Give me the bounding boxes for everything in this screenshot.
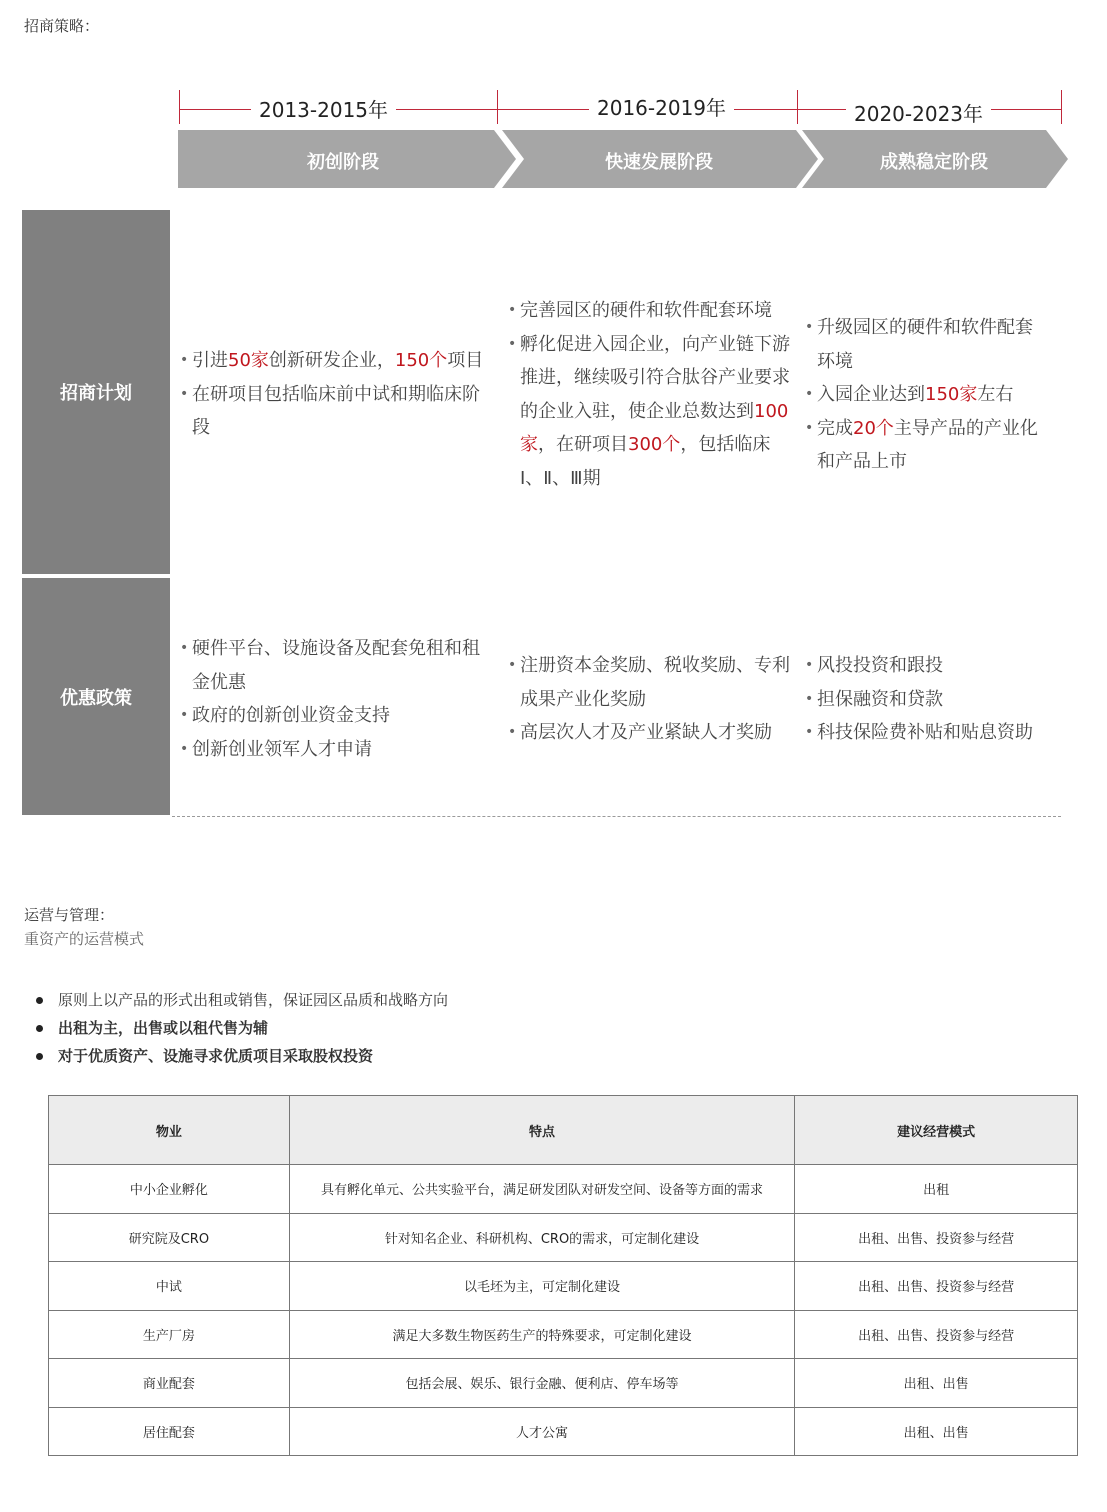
plan-cell-stage-3	[805, 311, 1050, 479]
table-cell: 针对知名企业、科研机构、CRO的需求，可定制化建设	[289, 1213, 794, 1262]
table-row	[49, 1213, 1078, 1262]
table-cell: 以毛坯为主，可定制化建设	[289, 1262, 794, 1311]
header-property: 物业	[49, 1096, 290, 1165]
stage-label-1: 初创阶段	[307, 152, 379, 173]
table-cell: 出租、出售	[795, 1359, 1078, 1408]
timeline-year-2: 2016-2019年	[589, 92, 734, 121]
list-item: • 注册资本金奖励、税收奖励、专利成果产业化奖励	[508, 649, 790, 716]
plan-cell-stage-1	[180, 344, 490, 445]
table-row	[49, 1165, 1078, 1214]
operations-subtitle: 重资产的运营模式	[24, 930, 145, 948]
table-header-row	[49, 1096, 1078, 1165]
operations-title: 运营与管理：	[24, 906, 115, 924]
list-item: • 在研项目包括临床前中试和期临床阶段	[180, 378, 490, 445]
row-label-policy: 优惠政策	[22, 578, 170, 815]
stage-label-3: 成熟稳定阶段	[880, 152, 988, 173]
list-item: • 风投投资和跟投	[805, 649, 1060, 683]
list-item: • 升级园区的硬件和软件配套环境	[805, 311, 1050, 378]
list-item: • 高层次人才及产业紧缺人才奖励	[508, 716, 790, 750]
table-cell: 出租	[795, 1165, 1078, 1214]
list-item: • 引进50家创新研发企业，150个项目	[180, 344, 490, 378]
list-item: • 完善园区的硬件和软件配套环境	[508, 294, 790, 328]
table-cell: 人才公寓	[289, 1407, 794, 1456]
list-item: • 科技保险费补贴和贴息资助	[805, 716, 1060, 750]
table-cell: 出租、出售、投资参与经营	[795, 1310, 1078, 1359]
list-item: • 担保融资和贷款	[805, 683, 1060, 717]
table-cell: 出租、出售	[795, 1407, 1078, 1456]
table-row	[49, 1262, 1078, 1311]
list-item: • 政府的创新创业资金支持	[180, 699, 495, 733]
list-item: • 完成20个主导产品的产业化和产品上市	[805, 412, 1050, 479]
table-cell: 研究院及CRO	[49, 1213, 290, 1262]
table-cell: 生产厂房	[49, 1310, 290, 1359]
list-item: • 硬件平台、设施设备及配套免租和租金优惠	[180, 632, 495, 699]
header-features: 特点	[289, 1096, 794, 1165]
table-cell: 中试	[49, 1262, 290, 1311]
timeline-year-1: 2013-2015年	[251, 94, 396, 123]
table-cell: 具有孵化单元、公共实验平台，满足研发团队对研发空间、设备等方面的需求	[289, 1165, 794, 1214]
table-cell: 中小企业孵化	[49, 1165, 290, 1214]
table-cell: 包括会展、娱乐、银行金融、便利店、停车场等	[289, 1359, 794, 1408]
timeline-tick	[179, 90, 180, 124]
divider	[172, 816, 1061, 817]
policy-cell-stage-1	[180, 632, 495, 766]
list-item: 对于优质资产、设施寻求优质项目采取股权投资	[30, 1044, 448, 1072]
table-cell: 出租、出售、投资参与经营	[795, 1262, 1078, 1311]
list-item: 原则上以产品的形式出租或销售，保证园区品质和战略方向	[30, 988, 448, 1016]
timeline-tick	[797, 90, 798, 124]
strategy-title: 招商策略：	[24, 17, 100, 35]
table-row	[49, 1359, 1078, 1408]
table-cell: 居住配套	[49, 1407, 290, 1456]
timeline-tick	[1061, 90, 1062, 124]
list-item: • 创新创业领军人才申请	[180, 733, 495, 767]
header-mode: 建议经营模式	[795, 1096, 1078, 1165]
operations-table	[48, 1095, 1078, 1456]
list-item: • 孵化促进入园企业，向产业链下游推进，继续吸引符合肽谷产业要求的企业入驻，使企业总数达到100家，在研项目300个，包括临床Ⅰ、Ⅱ、Ⅲ期	[508, 328, 790, 496]
table-row	[49, 1310, 1078, 1359]
list-item: • 入园企业达到150家左右	[805, 378, 1050, 412]
table-cell: 满足大多数生物医药生产的特殊要求，可定制化建设	[289, 1310, 794, 1359]
timeline-year-3: 2020-2023年	[846, 98, 991, 127]
table-row	[49, 1407, 1078, 1456]
table-cell: 出租、出售、投资参与经营	[795, 1213, 1078, 1262]
timeline-tick	[497, 90, 498, 124]
row-label-plan: 招商计划	[22, 210, 170, 574]
operations-bullets	[30, 988, 448, 1072]
stage-label-2: 快速发展阶段	[605, 152, 713, 173]
table-cell: 商业配套	[49, 1359, 290, 1408]
plan-cell-stage-2	[508, 294, 790, 495]
list-item: 出租为主，出售或以租代售为辅	[30, 1016, 448, 1044]
policy-cell-stage-2	[508, 649, 790, 750]
policy-cell-stage-3	[805, 649, 1060, 750]
